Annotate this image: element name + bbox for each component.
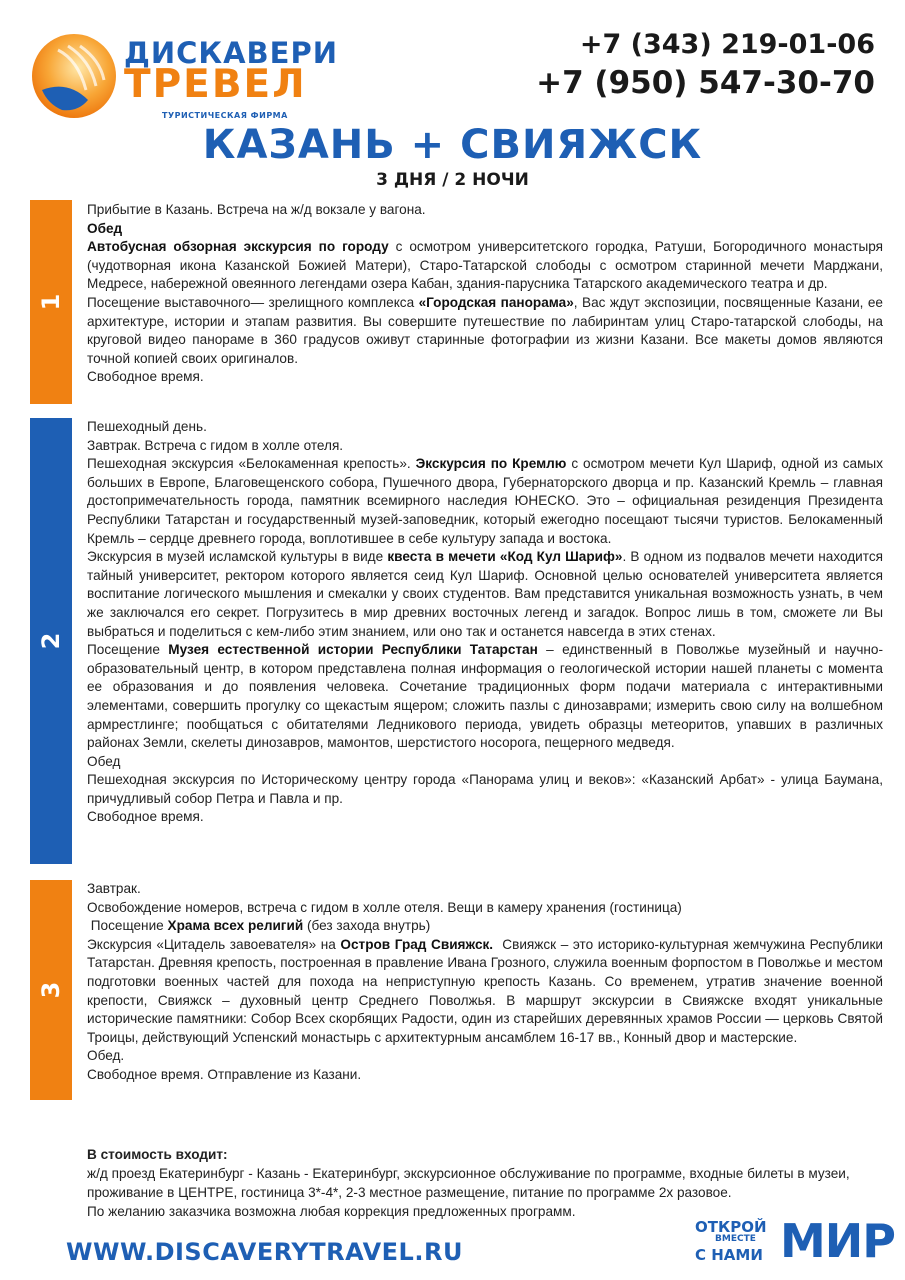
day-1-number: 1	[37, 293, 65, 311]
day-text-line: Экскурсия «Цитадель завоевателя» на	[87, 936, 336, 952]
day-text-line: Обед	[87, 220, 123, 236]
brand-name-line2: ТРЕВЕЛ	[124, 62, 307, 107]
slogan-line1: ОТКРОЙ	[695, 1218, 767, 1236]
day-text-line: Экскурсия в музей исламской культуры в виде	[87, 549, 384, 565]
day-text-line: – единственный в Поволжье музейный и научно-образовательный центр, в котором представлена полная информация о геологической истории нашей планеты с момента ее образования и до появления человека. Сочетание традиционных форм подачи материала с интерактивными элементами, совершить прогулку со щекастым ящером; сложить пазлы с динозаврами; измерить свою силу на волшебном армрестлинге; пообщаться с обитателями Ледникового периода, увидеть образцы метеоритов, упавших в различных районах Земли, скелеты динозавров, мамонтов, шерстистого носорога, пещерного медведя.	[87, 642, 883, 751]
slogan-big-word: МИР	[780, 1214, 895, 1268]
includes-heading: В стоимость входит:	[87, 1147, 228, 1162]
day-text-line: . В одном из подвалов мечети находится тайный университет, ректором которого является сеид Кул Шариф. Основной целью основателей университета является воспитание логического мышления и смекалки у своих студентов. Вам представится уникальная возможность узнать, в чем же заключался его секрет. Погрузитесь в мир древних восточных легенд и загадок. Вопрос лишь в том, сможете ли Вы выбраться и поделиться с кем-либо этим знанием, или оно так и останется навсегда в этих стенах.	[87, 549, 883, 639]
tour-title: КАЗАНЬ + СВИЯЖСК	[202, 122, 703, 168]
day-2-description	[87, 418, 883, 827]
contact-phones	[536, 26, 875, 102]
highlight-text: Автобусная обзорная экскурсия по городу	[87, 239, 389, 255]
day-text-line: Прибытие в Казань. Встреча на ж/д вокзале у вагона.	[87, 202, 426, 217]
day-text-line: Завтрак. Встреча с гидом в холле отеля.	[87, 437, 344, 453]
day-text-line: с осмотром университетского городка, Ратуши, Богородичного монастыря (чудотворная икона Казанской Божией Матери), Старо-Татарской слободы с осмотром старинной мечети Марджани, Медресе, набережной овеянного легендами озера Кабан, здания-парусника Татарского академического театра и др.	[87, 239, 883, 292]
day-text-line: Пешеходная экскурсия «Белокаменная крепость».	[87, 456, 411, 472]
day-text-line: Обед	[87, 753, 121, 769]
highlight-text: Музея естественной истории Республики Татарстан	[168, 642, 538, 658]
highlight-text: квеста в мечети «Код Кул Шариф»	[387, 549, 623, 565]
highlight-text: Остров Град Свияжск.	[340, 936, 494, 952]
phone-number-1[interactable]: +7 (343) 219-01-06	[579, 29, 875, 60]
day-text-line: Свободное время.	[87, 369, 204, 385]
day-1-bar	[30, 200, 72, 404]
day-3-bar	[30, 880, 72, 1100]
highlight-text: Экскурсия по Кремлю	[415, 456, 567, 472]
website-link[interactable]: WWW.DISCAVERYTRAVEL.RU	[66, 1238, 463, 1266]
day-text-line: Посещение	[90, 918, 164, 934]
day-text-line: Пешеходная экскурсия по Историческому центру города «Панорама улиц и веков»: «Казанский Арбат» - улица Баумана, причудливый собор Петра и Павла и пр.	[87, 772, 883, 806]
day-text-line: Завтрак.	[87, 881, 141, 896]
day-1-description	[87, 201, 883, 387]
slogan-line2: ВМЕСТЕ	[715, 1234, 756, 1244]
slogan-line3: С НАМИ	[695, 1246, 763, 1264]
brand-tagline: ТУРИСТИЧЕСКАЯ ФИРМА	[162, 111, 288, 120]
price-includes	[87, 1145, 887, 1221]
brand-name-line1: ДИСКАВЕРИ	[124, 36, 338, 70]
day-text-line: , Вас ждут экспозиции, посвященные Казани, ее архитектуре, истории и этапам развития. Вы совершите путешествие по лабиринтам улиц Старо-татарской слободы, на круговой видео панораме в 360 градусов оживут старинные фотографии из жизни Казани. Все макеты домов являются точной копией своих оригиналов.	[87, 294, 883, 366]
sun-logo-icon	[28, 30, 120, 122]
day-3-number: 3	[37, 981, 65, 999]
day-text-line: Освобождение номеров, встреча с гидом в холле отеля. Вещи в камеру хранения (гостиница)	[87, 899, 682, 915]
day-text-line: Пешеходный день.	[87, 419, 207, 434]
day-text-line: Свободное время.	[87, 809, 204, 825]
includes-text: ж/д проезд Екатеринбург - Казань - Екатеринбург, экскурсионное обслуживание по программе, входные билеты в музеи, проживание в ЦЕНТРЕ, гостиница 3*-4*, 2-3 местное размещение, питание по программе 2х разовое.	[87, 1166, 850, 1200]
highlight-text: «Городская панорама»	[418, 294, 574, 310]
day-text-line: Посещение	[87, 642, 160, 658]
day-text-line: Свияжск – это историко-культурная жемчужина Республики Татарстан. Древняя крепость, построенная в правление Ивана Грозного, служила военным форпостом в Поволжье и местом подготовки военных частей для похода на неприступную крепость Казань. Со временем, утратив значение военной крепости, Свияжск – духовный центр Среднего Поволжья. В маршрут экскурсии в Свияжске входят уникальные исторические памятники: Собор Всех скорбящих Радости, один из старейших деревянных храмов России — церковь Святой Троицы, действующий Успенский монастырь с архитектурным ансамблем 16-17 вв., Конный двор и мастерские.	[87, 936, 883, 1045]
day-text-line: Обед.	[87, 1048, 125, 1064]
day-text-line: с осмотром мечети Кул Шариф, одной из самых больших в Европе, Благовещенского собора, Пушечного двора, Губернаторского дворца и пр. Казанский Кремль – главная достопримечательность города, памятник всемирного наследия ЮНЕСКО. Это – официальная резиденция Президента Республики Татарстан и государственный музей-заповедник, который ежегодно посещают тысячи туристов. Белокаменный Кремль – сердце древнего города, воплотившее в себе культуру запада и востока.	[87, 456, 883, 546]
tour-duration: 3 ДНЯ / 2 НОЧИ	[376, 170, 529, 190]
day-text-line: (без захода внутрь)	[306, 918, 431, 934]
day-2-number: 2	[37, 632, 65, 650]
day-3-description	[87, 880, 883, 1085]
day-text-line: Посещение выставочного— зрелищного комплекса	[87, 294, 415, 310]
company-logo	[28, 30, 338, 125]
phone-number-2[interactable]: +7 (950) 547-30-70	[536, 65, 875, 101]
day-2-bar	[30, 418, 72, 864]
highlight-text: Храма всех религий	[167, 918, 304, 934]
slogan-logo	[690, 1214, 895, 1268]
includes-note: По желанию заказчика возможна любая коррекция предложенных программ.	[87, 1204, 576, 1219]
day-text-line: Свободное время. Отправление из Казани.	[87, 1066, 362, 1082]
